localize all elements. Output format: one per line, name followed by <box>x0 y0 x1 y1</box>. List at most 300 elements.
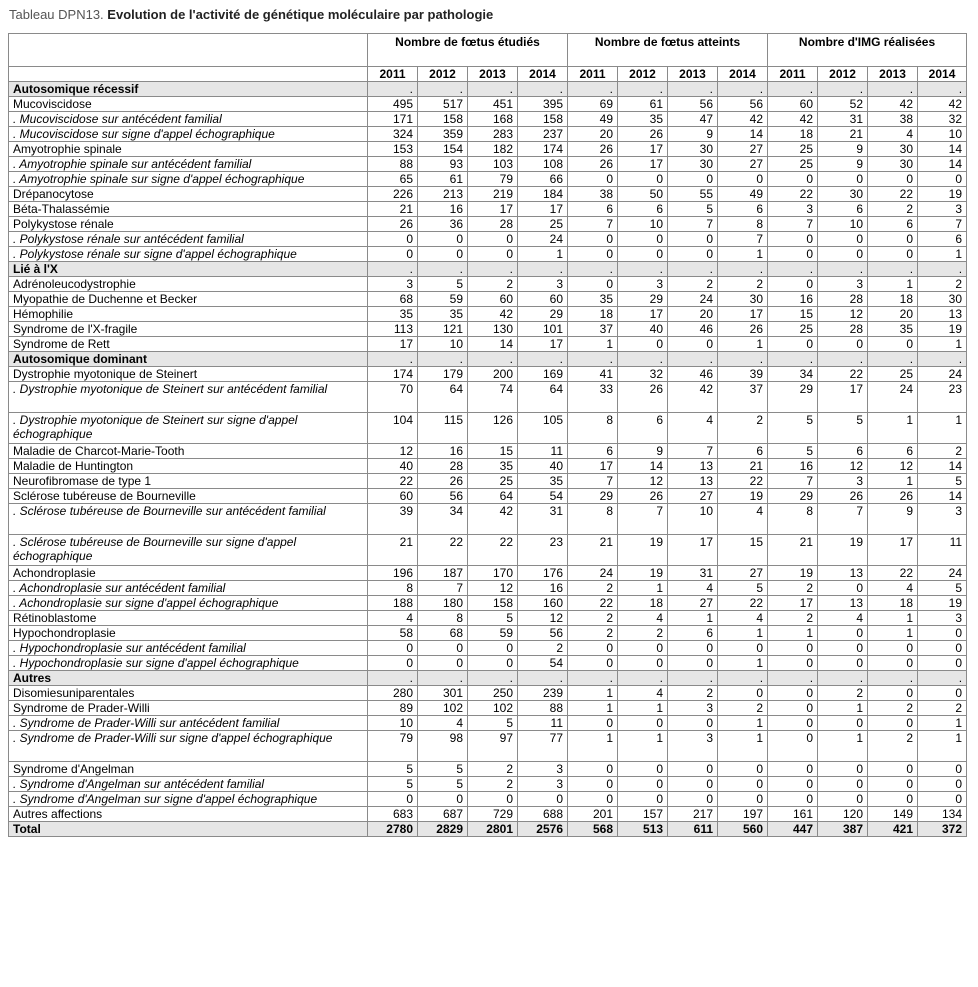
row-label: . Syndrome d'Angelman sur antécédent familial <box>9 777 368 792</box>
cell-value: . <box>768 82 818 97</box>
cell-value: 2 <box>668 686 718 701</box>
cell-value: 3 <box>518 277 568 292</box>
cell-value: 15 <box>718 535 768 566</box>
cell-value: 0 <box>418 792 468 807</box>
cell-value: 5 <box>668 202 718 217</box>
row-label: Maladie de Huntington <box>9 459 368 474</box>
table-row <box>9 566 967 581</box>
cell-value: 13 <box>818 596 868 611</box>
cell-value: 226 <box>368 187 418 202</box>
cell-value: 0 <box>718 641 768 656</box>
cell-value: 19 <box>818 535 868 566</box>
cell-value: 29 <box>768 382 818 413</box>
header-group: Nombre de fœtus atteints <box>568 34 768 67</box>
cell-value: 0 <box>618 247 668 262</box>
cell-value: 42 <box>668 382 718 413</box>
cell-value: 0 <box>568 792 618 807</box>
cell-value: 4 <box>418 716 468 731</box>
cell-value: 1 <box>818 731 868 762</box>
cell-value: 0 <box>668 337 718 352</box>
cell-value: 56 <box>418 489 468 504</box>
cell-value: 0 <box>468 641 518 656</box>
cell-value: 25 <box>518 217 568 232</box>
cell-value: 30 <box>668 142 718 157</box>
row-label: . Dystrophie myotonique de Steinert sur antécédent familial <box>9 382 368 413</box>
cell-value: . <box>918 82 967 97</box>
cell-value: 213 <box>418 187 468 202</box>
cell-value: . <box>568 671 618 686</box>
row-label: Lié à l'X <box>9 262 368 277</box>
header-year: 2011 <box>368 67 418 82</box>
cell-value: 3 <box>818 474 868 489</box>
cell-value: 1 <box>618 731 668 762</box>
cell-value: 0 <box>818 626 868 641</box>
cell-value: . <box>368 262 418 277</box>
cell-value: 17 <box>618 142 668 157</box>
row-label: . Amyotrophie spinale sur signe d'appel échographique <box>9 172 368 187</box>
cell-value: 17 <box>818 382 868 413</box>
cell-value: 9 <box>868 504 918 535</box>
cell-value: 7 <box>768 217 818 232</box>
cell-value: 14 <box>618 459 668 474</box>
cell-value: 79 <box>368 731 418 762</box>
cell-value: 26 <box>618 489 668 504</box>
cell-value: 33 <box>568 382 618 413</box>
cell-value: 42 <box>768 112 818 127</box>
cell-value: 31 <box>518 504 568 535</box>
cell-value: 12 <box>868 459 918 474</box>
cell-value: 0 <box>718 172 768 187</box>
cell-value: 17 <box>618 307 668 322</box>
cell-value: 20 <box>668 307 718 322</box>
cell-value: 29 <box>518 307 568 322</box>
cell-value: 5 <box>468 716 518 731</box>
row-label: . Mucoviscidose sur signe d'appel échographique <box>9 127 368 142</box>
row-label: Disomiesuniparentales <box>9 686 368 701</box>
cell-value: 4 <box>718 611 768 626</box>
cell-value: 27 <box>718 157 768 172</box>
row-label: Syndrome de Rett <box>9 337 368 352</box>
cell-value: 58 <box>368 626 418 641</box>
cell-value: 20 <box>868 307 918 322</box>
cell-value: 29 <box>768 489 818 504</box>
section-row <box>9 352 967 367</box>
cell-value: 0 <box>768 701 818 716</box>
cell-value: 9 <box>818 142 868 157</box>
cell-value: 0 <box>868 777 918 792</box>
cell-value: 200 <box>468 367 518 382</box>
header-group-row <box>9 34 967 67</box>
cell-value: 2 <box>718 413 768 444</box>
cell-value: 0 <box>768 277 818 292</box>
table-row <box>9 641 967 656</box>
cell-value: 16 <box>768 459 818 474</box>
cell-value: 1 <box>868 626 918 641</box>
row-label: Total <box>9 822 368 837</box>
cell-value: 26 <box>568 157 618 172</box>
cell-value: 2 <box>868 202 918 217</box>
cell-value: 2 <box>668 277 718 292</box>
cell-value: 102 <box>418 701 468 716</box>
row-label: . Sclérose tubéreuse de Bourneville sur signe d'appel échographique <box>9 535 368 566</box>
table-row <box>9 701 967 716</box>
header-year: 2011 <box>768 67 818 82</box>
cell-value: 25 <box>868 367 918 382</box>
row-label: Autosomique récessif <box>9 82 368 97</box>
cell-value: . <box>818 352 868 367</box>
cell-value: . <box>518 262 568 277</box>
cell-value: 34 <box>418 504 468 535</box>
cell-value: 0 <box>468 792 518 807</box>
cell-value: 6 <box>718 202 768 217</box>
cell-value: 1 <box>818 701 868 716</box>
cell-value: 7 <box>568 217 618 232</box>
cell-value: . <box>518 352 568 367</box>
cell-value: 134 <box>918 807 967 822</box>
cell-value: 35 <box>368 307 418 322</box>
cell-value: 161 <box>768 807 818 822</box>
row-label: Neurofibromase de type 1 <box>9 474 368 489</box>
table-row <box>9 596 967 611</box>
cell-value: 2829 <box>418 822 468 837</box>
cell-value: 8 <box>418 611 468 626</box>
cell-value: 0 <box>468 232 518 247</box>
row-label: Béta-Thalassémie <box>9 202 368 217</box>
cell-value: 0 <box>668 792 718 807</box>
cell-value: 26 <box>868 489 918 504</box>
cell-value: 32 <box>618 367 668 382</box>
table-title: Evolution de l'activité de génétique moléculaire par pathologie <box>107 7 494 22</box>
cell-value: 6 <box>868 217 918 232</box>
cell-value: 2780 <box>368 822 418 837</box>
cell-value: 1 <box>718 626 768 641</box>
cell-value: 7 <box>918 217 967 232</box>
header-year: 2014 <box>518 67 568 82</box>
cell-value: 0 <box>818 581 868 596</box>
table-row <box>9 762 967 777</box>
cell-value: 0 <box>418 232 468 247</box>
cell-value: 1 <box>568 337 618 352</box>
row-label: . Polykystose rénale sur antécédent familial <box>9 232 368 247</box>
cell-value: . <box>368 671 418 686</box>
cell-value: 21 <box>818 127 868 142</box>
cell-value: 1 <box>918 731 967 762</box>
cell-value: 23 <box>918 382 967 413</box>
cell-value: 2 <box>618 626 668 641</box>
cell-value: 11 <box>918 535 967 566</box>
cell-value: . <box>618 671 668 686</box>
cell-value: . <box>768 671 818 686</box>
cell-value: . <box>618 82 668 97</box>
cell-value: 74 <box>468 382 518 413</box>
cell-value: 0 <box>818 792 868 807</box>
cell-value: 10 <box>668 504 718 535</box>
cell-value: 93 <box>418 157 468 172</box>
cell-value: 77 <box>518 731 568 762</box>
table-row <box>9 626 967 641</box>
cell-value: 7 <box>568 474 618 489</box>
cell-value: 12 <box>818 459 868 474</box>
cell-value: 0 <box>768 731 818 762</box>
table-number: Tableau DPN13. <box>9 7 104 22</box>
cell-value: 688 <box>518 807 568 822</box>
cell-value: 0 <box>818 716 868 731</box>
cell-value: 36 <box>418 217 468 232</box>
cell-value: 14 <box>468 337 518 352</box>
cell-value: 1 <box>718 716 768 731</box>
cell-value: 0 <box>668 777 718 792</box>
header-year: 2012 <box>818 67 868 82</box>
cell-value: 19 <box>918 322 967 337</box>
cell-value: 0 <box>918 656 967 671</box>
cell-value: 611 <box>668 822 718 837</box>
cell-value: 6 <box>718 444 768 459</box>
cell-value: 30 <box>818 187 868 202</box>
cell-value: 0 <box>818 641 868 656</box>
cell-value: 26 <box>618 382 668 413</box>
cell-value: . <box>568 82 618 97</box>
cell-value: 22 <box>468 535 518 566</box>
cell-value: 38 <box>568 187 618 202</box>
cell-value: 108 <box>518 157 568 172</box>
cell-value: . <box>868 352 918 367</box>
cell-value: 0 <box>718 792 768 807</box>
row-label: . Dystrophie myotonique de Steinert sur signe d'appel échographique <box>9 413 368 444</box>
cell-value: 0 <box>868 686 918 701</box>
cell-value: 37 <box>568 322 618 337</box>
cell-value: 30 <box>668 157 718 172</box>
cell-value: 2 <box>868 731 918 762</box>
cell-value: 42 <box>918 97 967 112</box>
cell-value: 7 <box>668 444 718 459</box>
cell-value: 2 <box>718 701 768 716</box>
cell-value: 50 <box>618 187 668 202</box>
cell-value: 301 <box>418 686 468 701</box>
cell-value: 6 <box>618 413 668 444</box>
cell-value: 5 <box>368 777 418 792</box>
cell-value: 28 <box>468 217 518 232</box>
cell-value: 3 <box>518 762 568 777</box>
cell-value: 17 <box>518 202 568 217</box>
cell-value: . <box>618 352 668 367</box>
cell-value: 447 <box>768 822 818 837</box>
table-row <box>9 489 967 504</box>
cell-value: 56 <box>518 626 568 641</box>
cell-value: 15 <box>468 444 518 459</box>
cell-value: 5 <box>718 581 768 596</box>
row-label: Syndrome de l'X-fragile <box>9 322 368 337</box>
cell-value: 7 <box>418 581 468 596</box>
cell-value: 0 <box>768 716 818 731</box>
cell-value: 0 <box>718 762 768 777</box>
data-table <box>8 33 967 837</box>
cell-value: 188 <box>368 596 418 611</box>
cell-value: 0 <box>618 232 668 247</box>
cell-value: 60 <box>468 292 518 307</box>
cell-value: 68 <box>368 292 418 307</box>
section-row <box>9 82 967 97</box>
table-row <box>9 112 967 127</box>
cell-value: 13 <box>918 307 967 322</box>
table-row <box>9 535 967 566</box>
cell-value: 13 <box>668 474 718 489</box>
cell-value: 0 <box>468 247 518 262</box>
cell-value: 41 <box>568 367 618 382</box>
cell-value: 0 <box>768 762 818 777</box>
cell-value: 16 <box>518 581 568 596</box>
cell-value: 35 <box>468 459 518 474</box>
cell-value: 683 <box>368 807 418 822</box>
cell-value: 0 <box>918 792 967 807</box>
cell-value: 26 <box>718 322 768 337</box>
cell-value: 2 <box>868 701 918 716</box>
cell-value: 168 <box>468 112 518 127</box>
cell-value: 89 <box>368 701 418 716</box>
cell-value: 35 <box>868 322 918 337</box>
cell-value: 560 <box>718 822 768 837</box>
cell-value: 158 <box>468 596 518 611</box>
cell-value: 0 <box>818 337 868 352</box>
cell-value: 115 <box>418 413 468 444</box>
cell-value: 22 <box>818 367 868 382</box>
cell-value: 1 <box>718 656 768 671</box>
cell-value: . <box>718 82 768 97</box>
cell-value: 0 <box>568 641 618 656</box>
cell-value: 517 <box>418 97 468 112</box>
cell-value: 47 <box>668 112 718 127</box>
cell-value: 40 <box>518 459 568 474</box>
cell-value: . <box>718 352 768 367</box>
cell-value: . <box>518 82 568 97</box>
cell-value: 21 <box>768 535 818 566</box>
cell-value: 0 <box>918 172 967 187</box>
table-row <box>9 307 967 322</box>
cell-value: 18 <box>768 127 818 142</box>
cell-value: 22 <box>718 596 768 611</box>
table-row <box>9 367 967 382</box>
cell-value: 2 <box>918 277 967 292</box>
cell-value: 8 <box>718 217 768 232</box>
cell-value: . <box>718 262 768 277</box>
cell-value: 28 <box>818 322 868 337</box>
table-row <box>9 202 967 217</box>
row-label: . Amyotrophie spinale sur antécédent familial <box>9 157 368 172</box>
cell-value: 180 <box>418 596 468 611</box>
cell-value: . <box>918 262 967 277</box>
cell-value: 4 <box>618 611 668 626</box>
table-row <box>9 792 967 807</box>
cell-value: 79 <box>468 172 518 187</box>
row-label: Hypochondroplasie <box>9 626 368 641</box>
cell-value: 24 <box>568 566 618 581</box>
cell-value: 0 <box>818 247 868 262</box>
cell-value: 0 <box>768 172 818 187</box>
cell-value: 16 <box>418 444 468 459</box>
section-row <box>9 262 967 277</box>
cell-value: 18 <box>618 596 668 611</box>
cell-value: 59 <box>418 292 468 307</box>
cell-value: 0 <box>768 686 818 701</box>
cell-value: 68 <box>418 626 468 641</box>
cell-value: 15 <box>768 307 818 322</box>
cell-value: 2 <box>468 777 518 792</box>
cell-value: 2 <box>568 611 618 626</box>
cell-value: 42 <box>868 97 918 112</box>
cell-value: 40 <box>618 322 668 337</box>
cell-value: 19 <box>618 535 668 566</box>
cell-value: . <box>768 262 818 277</box>
cell-value: 2 <box>768 611 818 626</box>
cell-value: 0 <box>918 762 967 777</box>
cell-value: 21 <box>718 459 768 474</box>
cell-value: 56 <box>668 97 718 112</box>
cell-value: 103 <box>468 157 518 172</box>
cell-value: 113 <box>368 322 418 337</box>
header-year: 2012 <box>418 67 468 82</box>
cell-value: 0 <box>868 641 918 656</box>
cell-value: 39 <box>368 504 418 535</box>
cell-value: 6 <box>668 626 718 641</box>
cell-value: 568 <box>568 822 618 837</box>
cell-value: 105 <box>518 413 568 444</box>
row-label: . Achondroplasie sur antécédent familial <box>9 581 368 596</box>
cell-value: 17 <box>718 307 768 322</box>
header-corner <box>9 34 368 67</box>
cell-value: 0 <box>768 656 818 671</box>
cell-value: 0 <box>418 656 468 671</box>
cell-value: 0 <box>418 247 468 262</box>
cell-value: 70 <box>368 382 418 413</box>
cell-value: 4 <box>818 611 868 626</box>
table-row <box>9 731 967 762</box>
cell-value: . <box>468 352 518 367</box>
cell-value: 22 <box>418 535 468 566</box>
cell-value: 60 <box>768 97 818 112</box>
row-label: Drépanocytose <box>9 187 368 202</box>
cell-value: 16 <box>418 202 468 217</box>
cell-value: 179 <box>418 367 468 382</box>
cell-value: 24 <box>918 367 967 382</box>
cell-value: 39 <box>718 367 768 382</box>
cell-value: 280 <box>368 686 418 701</box>
cell-value: 19 <box>918 596 967 611</box>
cell-value: 0 <box>568 762 618 777</box>
cell-value: . <box>618 262 668 277</box>
cell-value: 18 <box>868 596 918 611</box>
cell-value: 19 <box>718 489 768 504</box>
cell-value: 21 <box>568 535 618 566</box>
cell-value: 197 <box>718 807 768 822</box>
cell-value: 1 <box>868 413 918 444</box>
cell-value: 25 <box>468 474 518 489</box>
cell-value: 14 <box>918 142 967 157</box>
total-row <box>9 822 967 837</box>
cell-value: 0 <box>368 656 418 671</box>
cell-value: 49 <box>568 112 618 127</box>
cell-value: 157 <box>618 807 668 822</box>
cell-value: 26 <box>368 217 418 232</box>
table-row <box>9 474 967 489</box>
cell-value: 17 <box>518 337 568 352</box>
cell-value: . <box>868 262 918 277</box>
cell-value: . <box>668 352 718 367</box>
cell-value: . <box>818 671 868 686</box>
cell-value: 1 <box>768 626 818 641</box>
cell-value: 237 <box>518 127 568 142</box>
cell-value: 17 <box>868 535 918 566</box>
cell-value: 1 <box>718 731 768 762</box>
cell-value: 0 <box>468 656 518 671</box>
